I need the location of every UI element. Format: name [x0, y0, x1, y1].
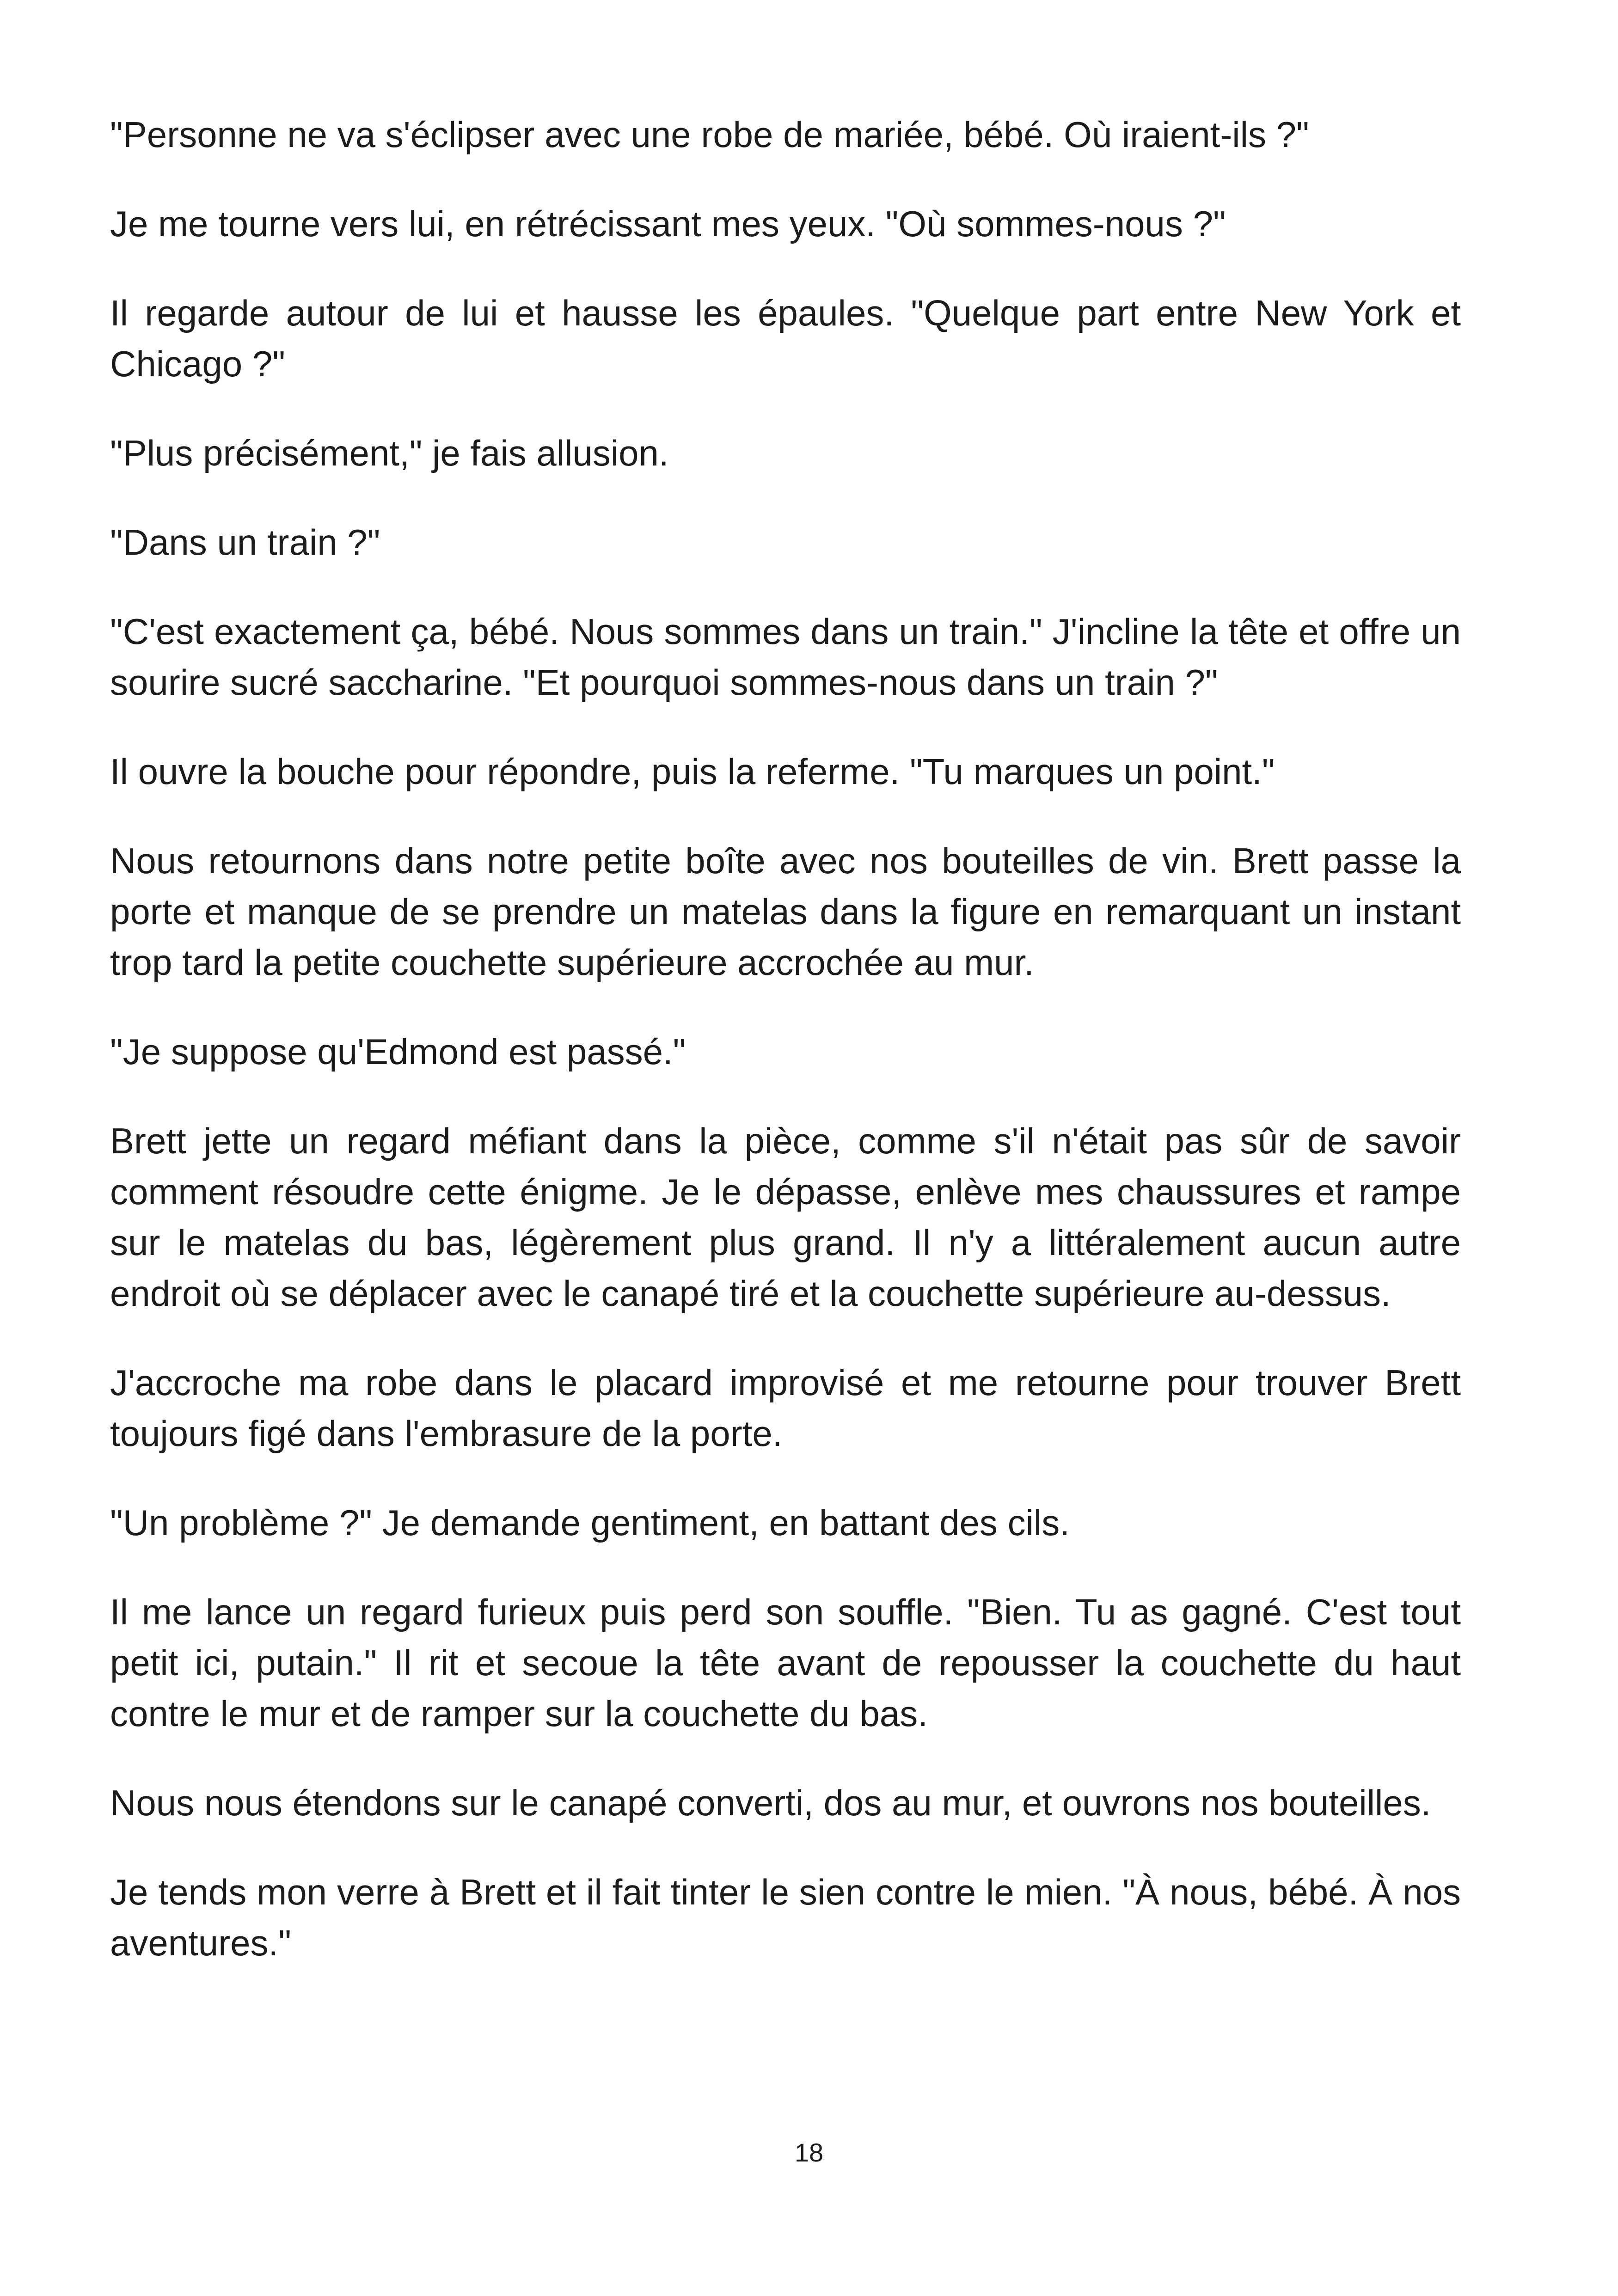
paragraph: "Je suppose qu'Edmond est passé.": [110, 1031, 686, 1072]
paragraph: Il ouvre la bouche pour répondre, puis la referme. "Tu marques un point.": [110, 751, 1275, 792]
paragraph: "Personne ne va s'éclipser avec une robe de mariée, bébé. Où iraient-ils ?": [110, 114, 1309, 155]
body-text: [110, 109, 1461, 1968]
page-number: 18: [794, 2138, 824, 2167]
paragraph: Brett jette un regard méfiant dans la pièce, comme s'il n'était pas sûr de savoir comment résoudre cette énigme. Je le dépasse, enlève mes chaussures et rampe sur le matelas du bas, légèrement plus grand. Il n'y a littéralement aucun autre endroit où se déplacer avec le canapé tiré et la couchette supérieure au-dessus.: [110, 1120, 1461, 1314]
paragraph: Il regarde autour de lui et hausse les épaules. "Quelque part entre New York et Chicago ?": [110, 293, 1461, 384]
paragraph: "C'est exactement ça, bébé. Nous sommes dans un train." J'incline la tête et offre un sourire sucré saccharine. "Et pourquoi sommes-nous dans un train ?": [110, 611, 1461, 703]
paragraph: Je me tourne vers lui, en rétrécissant mes yeux. "Où sommes-nous ?": [110, 203, 1226, 244]
paragraph: J'accroche ma robe dans le placard improvisé et me retourne pour trouver Brett toujours figé dans l'embrasure de la porte.: [110, 1362, 1461, 1454]
paragraph: Je tends mon verre à Brett et il fait tinter le sien contre le mien. "À nous, bébé. À nos aventures.": [110, 1872, 1461, 1963]
paragraph: Nous nous étendons sur le canapé converti, dos au mur, et ouvrons nos bouteilles.: [110, 1782, 1431, 1823]
paragraph: "Plus précisément," je fais allusion.: [110, 433, 669, 473]
paragraph: "Dans un train ?": [110, 522, 380, 563]
paragraph: "Un problème ?" Je demande gentiment, en battant des cils.: [110, 1502, 1070, 1543]
paragraph: Nous retournons dans notre petite boîte avec nos bouteilles de vin. Brett passe la porte et manque de se prendre un matelas dans la figure en remarquant un instant trop tard la petite couchette supérieure accrochée au mur.: [110, 840, 1461, 983]
paragraph: Il me lance un regard furieux puis perd son souffle. "Bien. Tu as gagné. C'est tout petit ici, putain." Il rit et secoue la tête avant de repousser la couchette du haut contre le mur et de ramper sur la couchette du bas.: [110, 1592, 1461, 1734]
